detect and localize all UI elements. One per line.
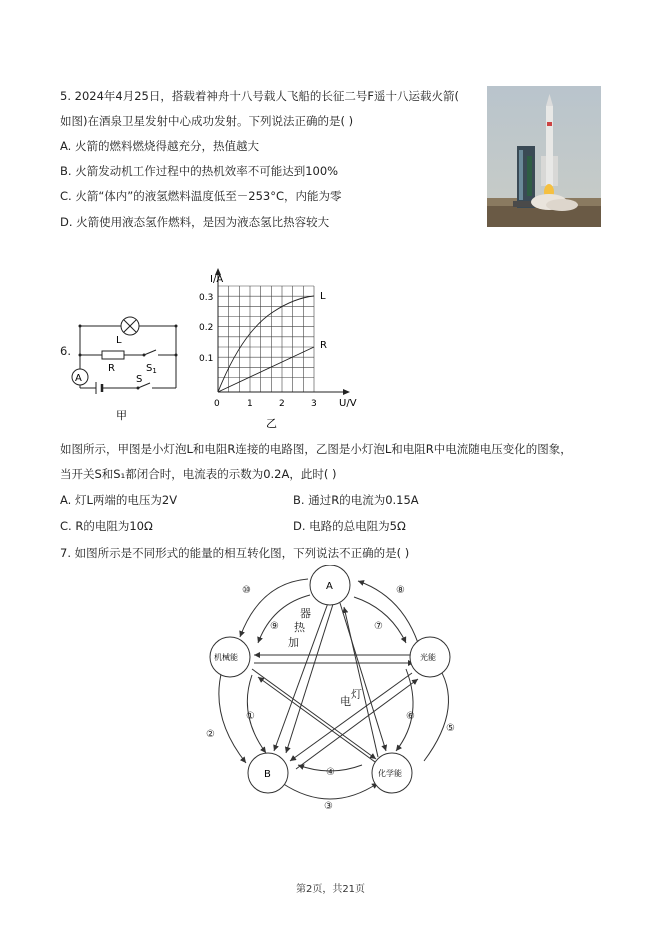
graph-xlabel: U/V <box>339 398 357 409</box>
num-6: ⑥ <box>406 711 415 722</box>
curve-r-label: R <box>320 340 327 351</box>
node-b-label: B <box>264 769 271 780</box>
num-8: ⑧ <box>396 585 405 596</box>
curve-l-label: L <box>320 291 326 302</box>
q5-option-b: B. 火箭发动机工作过程中的热机效率不可能达到100% <box>60 164 339 178</box>
ammeter-label: A <box>75 373 82 384</box>
ytick-0.2: 0.2 <box>199 323 214 333</box>
page-footer: 第2页，共21页 <box>295 884 366 895</box>
q5-option-d: D. 火箭使用液态氢作燃料，是因为液态氢比热容较大 <box>60 215 330 229</box>
q6-option-b: B. 通过R的电流为0.15A <box>293 493 419 507</box>
circuit-diagram <box>66 312 182 424</box>
circuit-caption: 甲 <box>116 409 127 422</box>
iu-graph <box>196 268 372 434</box>
node-mechanical-label: 机械能 <box>214 653 238 662</box>
ytick-0.1: 0.1 <box>199 354 214 364</box>
ytick-0.3: 0.3 <box>199 293 214 303</box>
graph-ylabel: I/A <box>210 274 224 285</box>
q6-option-d: D. 电路的总电阻为5Ω <box>293 519 406 533</box>
num-3: ③ <box>324 801 333 812</box>
q5-option-c: C. 火箭“体内”的液氢燃料温度低至－253°C，内能为零 <box>60 189 342 203</box>
heater-char-1: 器 <box>300 607 311 620</box>
rocket-launch-photo <box>487 86 601 227</box>
node-light-label: 光能 <box>420 653 436 662</box>
num-1: ① <box>246 711 255 722</box>
xtick-0: 0 <box>214 399 220 409</box>
num-7: ⑦ <box>374 621 383 632</box>
graph-caption: 乙 <box>266 417 277 430</box>
num-9: ⑨ <box>270 621 279 632</box>
node-chemical-label: 化学能 <box>378 769 402 778</box>
q5-option-a: A. 火箭的燃料燃烧得越充分，热值越大 <box>60 139 259 153</box>
xtick-1: 1 <box>247 399 253 409</box>
lamp-label: L <box>116 335 122 346</box>
q5-stem-line2: 如图)在酒泉卫星发射中心成功发射。下列说法正确的是( ) <box>60 114 354 128</box>
heater-char-2: 热 <box>294 621 305 634</box>
num-5: ⑤ <box>446 723 455 734</box>
switch-label: S <box>136 374 143 385</box>
lamp-char-1: 电 <box>340 695 351 708</box>
q5-stem-line1: 5. 2024年4月25日，搭载着神舟十八号载人飞船的长征二号F遥十八运载火箭( <box>60 89 459 103</box>
q6-stem-line2: 当开关S和S₁都闭合时，电流表的示数为0.2A，此时( ) <box>60 467 337 481</box>
num-4: ④ <box>326 767 335 778</box>
xtick-2: 2 <box>279 399 285 409</box>
q7-stem: 7. 如图所示是不同形式的能量的相互转化图，下列说法不正确的是( ) <box>60 546 410 560</box>
lamp-char-2: 灯 <box>351 688 362 701</box>
heater-char-3: 加 <box>288 636 299 649</box>
q6-stem-line1: 如图所示，甲图是小灯泡L和电阻R连接的电路图，乙图是小灯泡L和电阻R中电流随电压变化的图象， <box>60 442 572 456</box>
q6-number: 6. <box>60 344 71 358</box>
q6-option-c: C. R的电阻为10Ω <box>60 519 153 533</box>
num-10: ⑩ <box>242 585 251 596</box>
resistor-label: R <box>108 363 115 374</box>
energy-conversion-diagram <box>190 565 480 815</box>
q6-option-a: A. 灯L两端的电压为2V <box>60 493 178 507</box>
xtick-3: 3 <box>311 399 317 409</box>
num-2: ② <box>206 729 215 740</box>
node-a-label: A <box>326 581 333 592</box>
switch1-label: $S_1$ <box>146 363 157 375</box>
